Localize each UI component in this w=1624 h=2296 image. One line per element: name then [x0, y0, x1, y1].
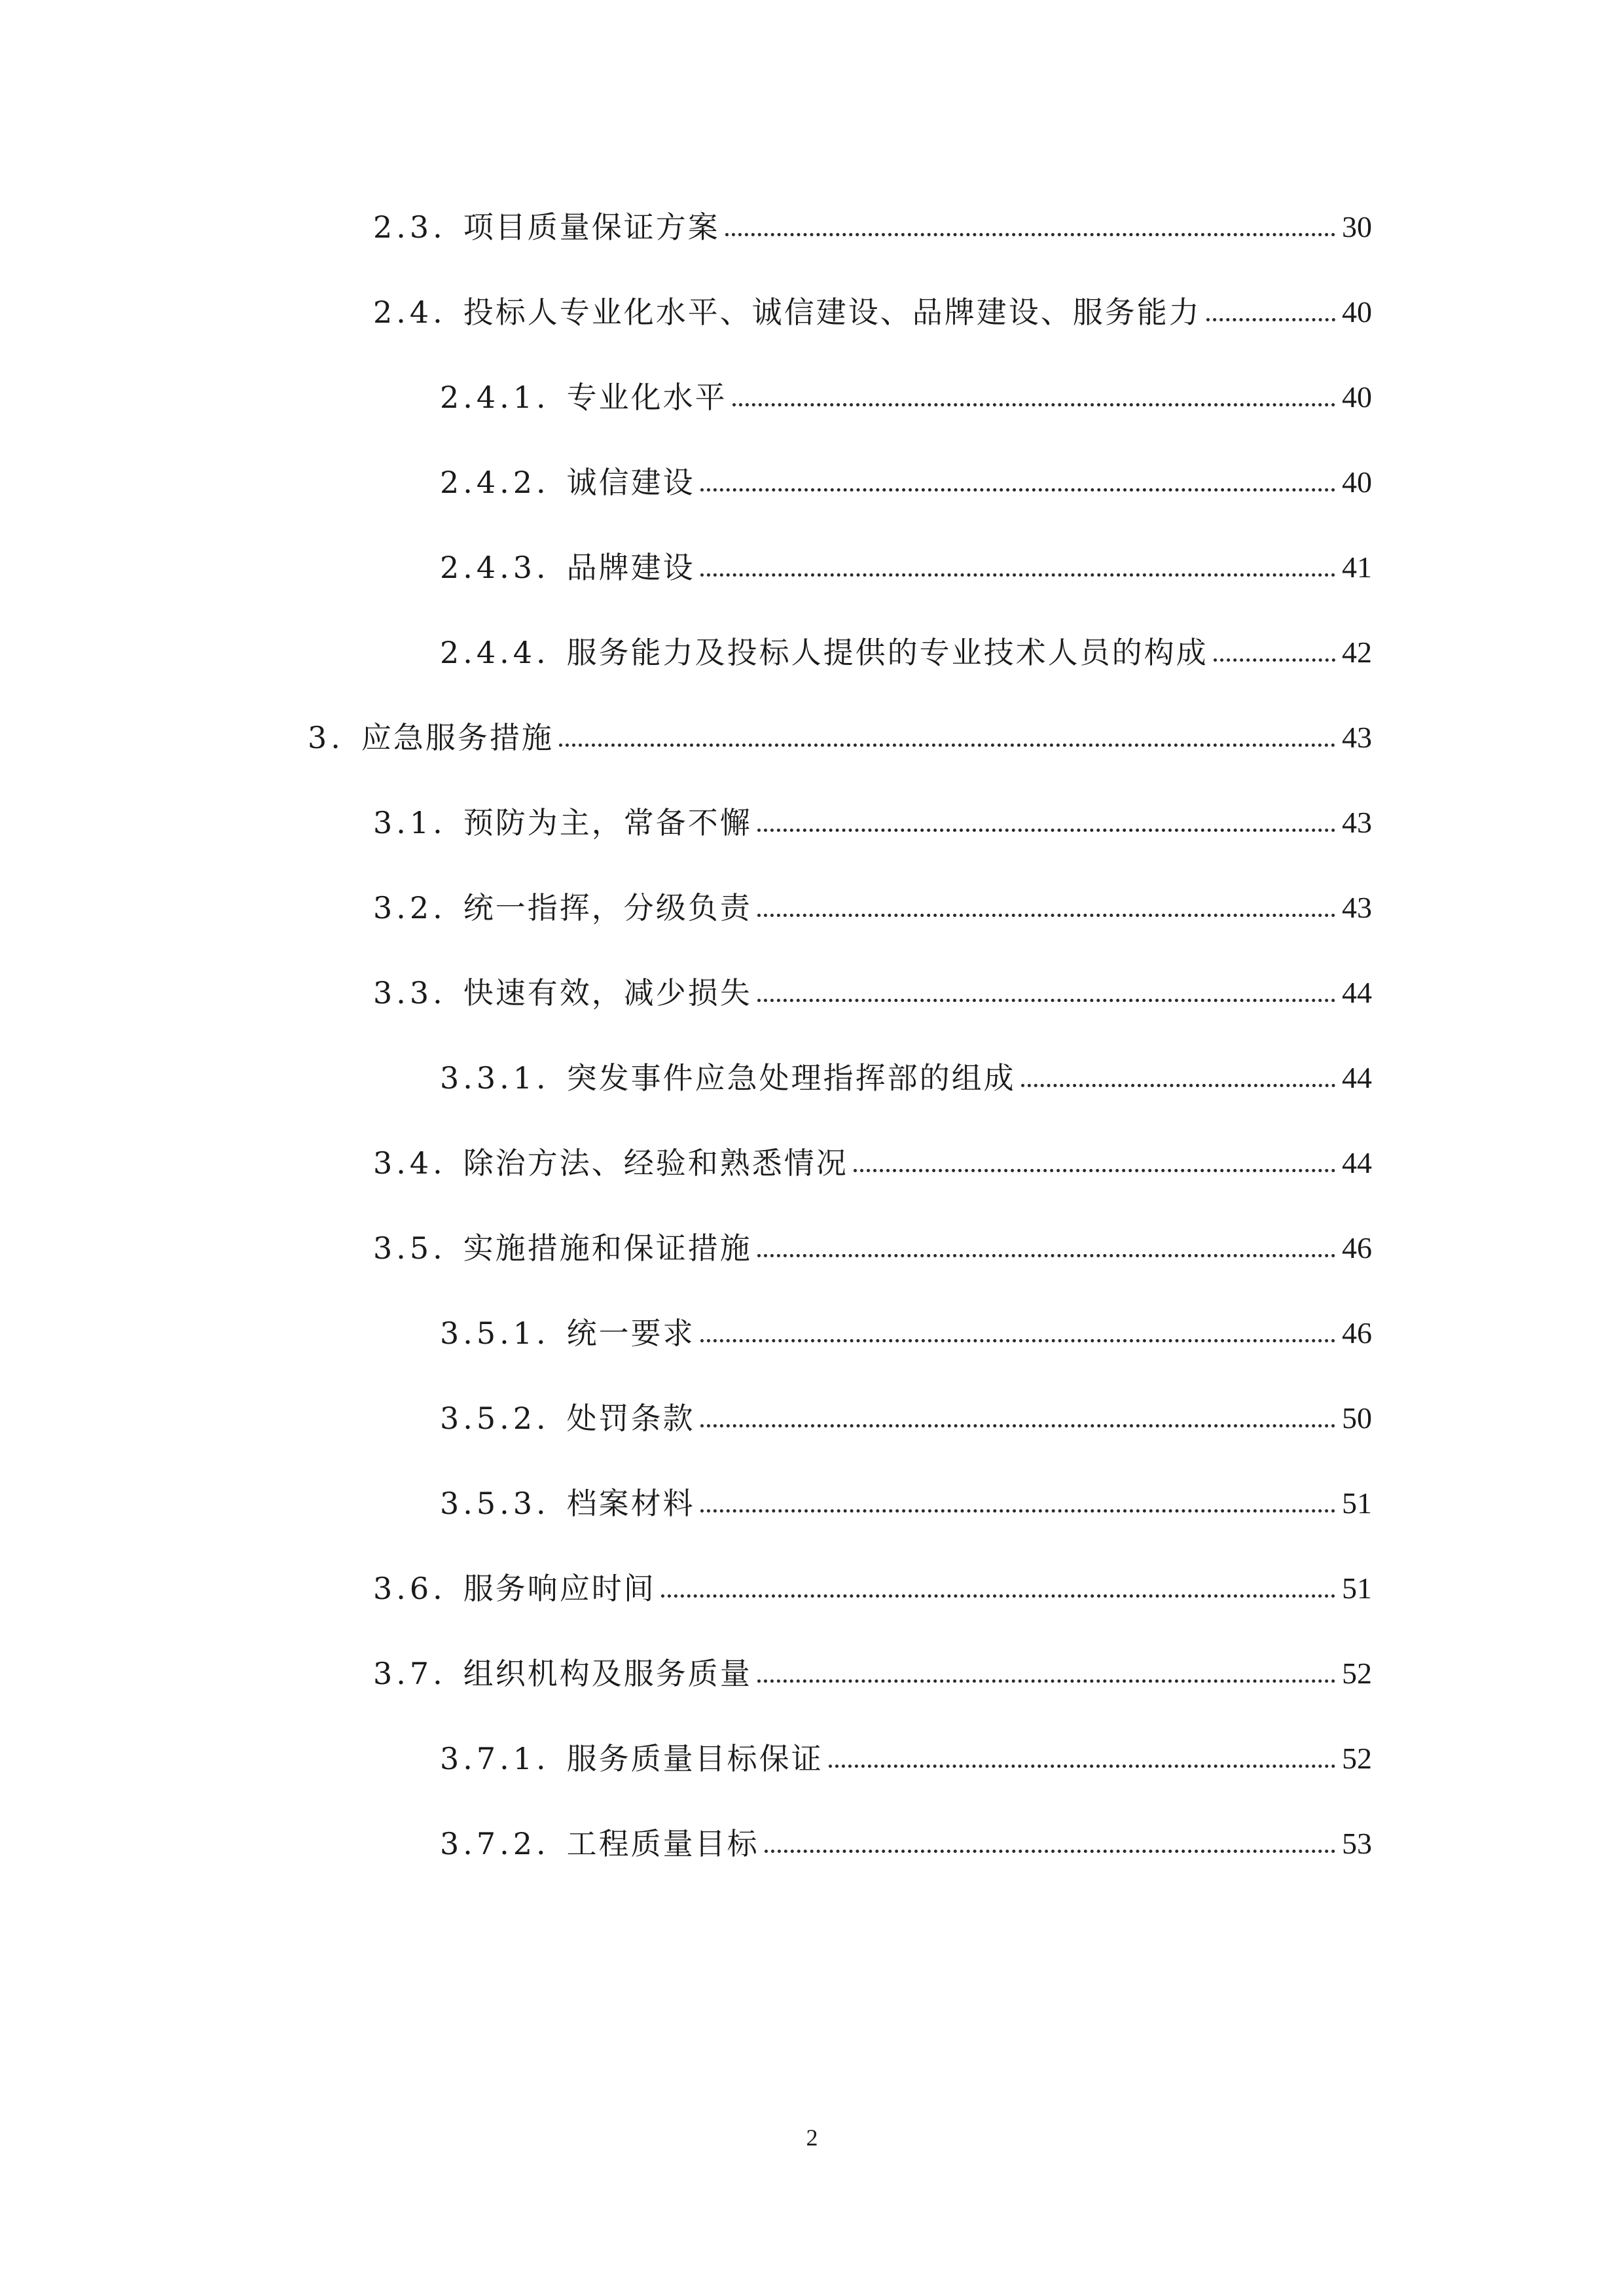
toc-entry-page: 46 — [1342, 1316, 1372, 1350]
toc-entry-number: 2.4.4. — [440, 635, 550, 670]
dot-leader — [559, 744, 1335, 747]
toc-entry-number: 3.6. — [373, 1571, 446, 1606]
toc-entry-3-4[interactable] — [373, 1126, 1372, 1181]
toc-entry-page: 44 — [1342, 1061, 1372, 1094]
toc-entry-2-3[interactable] — [373, 190, 1372, 245]
toc-entry-title: 服务质量目标保证 — [566, 1741, 823, 1776]
dot-leader — [829, 1765, 1335, 1768]
dot-leader — [765, 1850, 1335, 1853]
toc-entry-number: 2.4.2. — [440, 465, 550, 500]
toc-entry-page: 52 — [1342, 1657, 1372, 1690]
toc-entry-title: 统一指挥，分级负责 — [463, 890, 752, 925]
dot-leader — [700, 1339, 1335, 1342]
dot-leader — [700, 1509, 1335, 1513]
toc-entry-3-5-2[interactable] — [440, 1381, 1372, 1436]
toc-entry-number: 3.4. — [373, 1145, 446, 1181]
toc-entry-2-4[interactable] — [373, 275, 1372, 330]
toc-entry-3-5-1[interactable] — [440, 1296, 1372, 1351]
toc-entry-title: 预防为主，常备不懈 — [463, 805, 752, 840]
toc-entry-page: 44 — [1342, 1146, 1372, 1179]
toc-entry-page: 50 — [1342, 1401, 1372, 1435]
dot-leader — [757, 999, 1335, 1002]
toc-entry-3-5[interactable] — [373, 1211, 1372, 1266]
toc-entry-title: 实施措施和保证措施 — [463, 1230, 752, 1266]
dot-leader — [757, 829, 1335, 832]
toc-entry-title: 品牌建设 — [566, 550, 695, 585]
toc-entry-number: 2.3. — [373, 209, 446, 245]
toc-entry-title: 快速有效，减少损失 — [463, 975, 752, 1011]
toc-entry-page: 40 — [1342, 465, 1372, 499]
toc-entry-number: 3.5.3. — [440, 1486, 550, 1521]
toc-entry-number: 3.5.2. — [440, 1401, 550, 1436]
toc-entry-number: 2.4.1. — [440, 380, 550, 415]
toc-entry-title: 突发事件应急处理指挥部的组成 — [566, 1060, 1016, 1096]
toc-entry-3-7[interactable] — [373, 1636, 1372, 1689]
page-number: 2 — [806, 2125, 818, 2151]
toc-entry-3-7-2[interactable] — [440, 1806, 1372, 1859]
toc-entry-2-4-4[interactable] — [440, 615, 1372, 668]
toc-entry-3-7-1[interactable] — [440, 1721, 1372, 1774]
toc-entry-3-3[interactable] — [373, 956, 1372, 1011]
dot-leader — [700, 1424, 1335, 1427]
dot-leader — [854, 1169, 1335, 1172]
toc-entry-3-5-3[interactable] — [440, 1466, 1372, 1521]
toc-entry-title: 档案材料 — [566, 1486, 695, 1521]
dot-leader — [700, 488, 1335, 492]
toc-entry-2-4-1[interactable] — [440, 360, 1372, 415]
toc-entry-title: 除治方法、经验和熟悉情况 — [463, 1145, 848, 1181]
toc-entry-number: 3.7. — [373, 1656, 446, 1691]
dot-leader — [1021, 1084, 1335, 1087]
toc-entry-3-3-1[interactable] — [440, 1041, 1372, 1096]
toc-entry-2-4-3[interactable] — [440, 530, 1372, 583]
toc-entry-title: 处罚条款 — [566, 1401, 695, 1436]
toc-entry-page: 46 — [1342, 1231, 1372, 1265]
toc-entry-page: 51 — [1342, 1486, 1372, 1520]
toc-entry-3-6[interactable] — [373, 1551, 1372, 1604]
toc-entry-title: 应急服务措施 — [361, 720, 554, 755]
toc-entry-page: 40 — [1342, 380, 1372, 414]
toc-entry-title: 专业化水平 — [566, 380, 727, 415]
toc-entry-3-1[interactable] — [373, 785, 1372, 838]
toc-entry-3[interactable] — [308, 700, 1372, 753]
toc-entry-page: 41 — [1342, 550, 1372, 584]
toc-entry-2-4-2[interactable] — [440, 445, 1372, 500]
toc-entry-page: 53 — [1342, 1827, 1372, 1860]
toc-entry-title: 服务能力及投标人提供的专业技术人员的构成 — [566, 635, 1208, 670]
toc-entry-number: 2.4.3. — [440, 550, 550, 585]
toc-entry-page: 30 — [1342, 210, 1372, 243]
toc-entry-number: 3.7.2. — [440, 1826, 550, 1861]
toc-entry-3-2[interactable] — [373, 870, 1372, 923]
toc-entry-number: 2.4. — [373, 295, 446, 330]
toc-entry-number: 3.3. — [373, 975, 446, 1011]
toc-entry-number: 3. — [308, 720, 344, 755]
toc-entry-page: 42 — [1342, 636, 1372, 669]
dot-leader — [725, 233, 1335, 236]
toc-entry-title: 工程质量目标 — [566, 1826, 759, 1861]
toc-entry-title: 项目质量保证方案 — [463, 209, 720, 245]
toc-entry-page: 43 — [1342, 806, 1372, 839]
toc-entry-number: 3.3.1. — [440, 1060, 550, 1096]
dot-leader — [700, 573, 1335, 577]
toc-entry-title: 组织机构及服务质量 — [463, 1656, 752, 1691]
dot-leader — [757, 914, 1335, 917]
dot-leader — [1214, 658, 1335, 662]
toc-entry-number: 3.7.1. — [440, 1741, 550, 1776]
dot-leader — [1206, 318, 1335, 321]
dot-leader — [757, 1679, 1335, 1683]
dot-leader — [757, 1254, 1335, 1257]
toc-entry-number: 3.5. — [373, 1230, 446, 1266]
toc-entry-title: 诚信建设 — [566, 465, 695, 500]
toc-entry-page: 44 — [1342, 976, 1372, 1009]
dot-leader — [661, 1594, 1335, 1598]
toc-entry-page: 43 — [1342, 891, 1372, 924]
toc-entry-page: 43 — [1342, 721, 1372, 754]
toc-entry-number: 3.2. — [373, 890, 446, 925]
toc-entry-page: 51 — [1342, 1571, 1372, 1605]
toc-entry-title: 投标人专业化水平、诚信建设、品牌建设、服务能力 — [463, 295, 1201, 330]
toc-entry-title: 服务响应时间 — [463, 1571, 656, 1606]
toc-entry-title: 统一要求 — [566, 1316, 695, 1351]
toc-entry-page: 40 — [1342, 295, 1372, 329]
toc-entry-number: 3.5.1. — [440, 1316, 550, 1351]
dot-leader — [732, 403, 1335, 406]
toc-entry-page: 52 — [1342, 1742, 1372, 1775]
toc-entry-number: 3.1. — [373, 805, 446, 840]
